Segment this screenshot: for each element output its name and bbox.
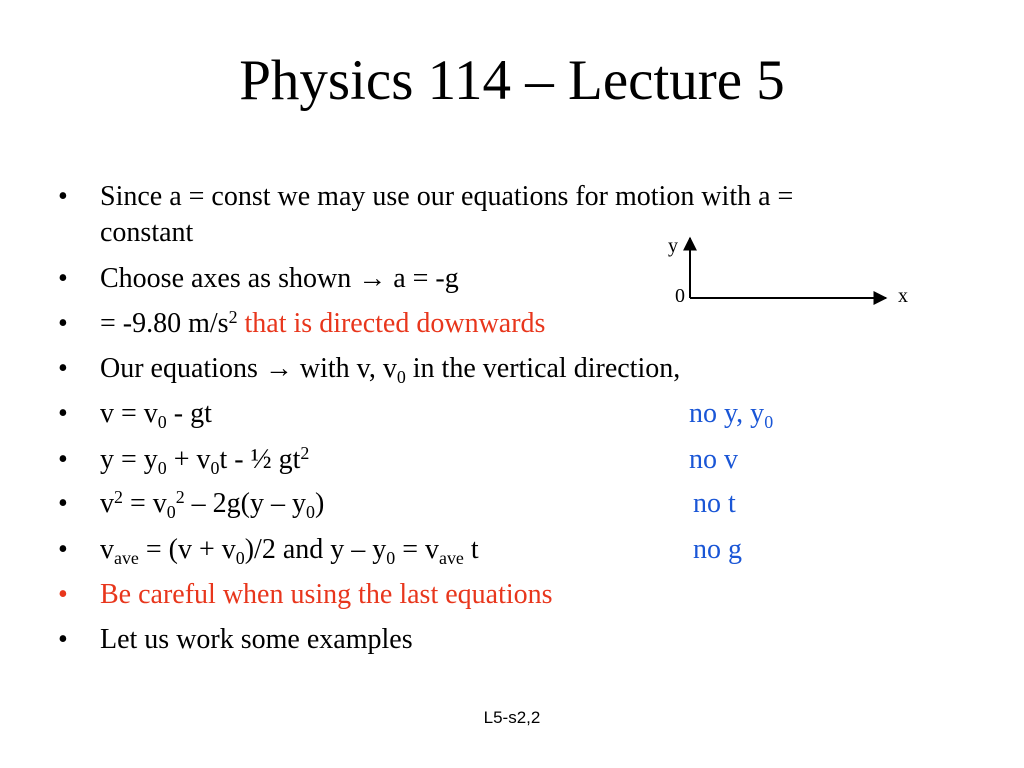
bullet-text-part: )/2 and y – y [244, 534, 387, 565]
bullet-text-part: in the vertical direction, [405, 353, 681, 384]
bullet-marker: • [58, 488, 68, 519]
subscript: 0 [386, 547, 396, 568]
bullet-text-part: = (v + v [138, 534, 236, 565]
bullet-text-part: y = y [100, 444, 158, 475]
superscript: 2 [175, 487, 185, 508]
subscript: ave [114, 547, 139, 568]
subscript: 0 [235, 547, 245, 568]
equation-note: no t [693, 488, 736, 519]
bullet-text-part: + v [166, 444, 211, 475]
equation-text [100, 487, 324, 521]
bullet-text-part: = -9.80 m/s [100, 308, 229, 339]
bullet-text-line1: Since a = const we may use our equations for motion with a = [100, 181, 794, 212]
bullet-text-part: ) [314, 488, 325, 519]
subscript: 0 [166, 501, 176, 522]
bullet-marker: • [58, 263, 68, 294]
equation-note [689, 397, 773, 431]
bullet-marker: • [58, 398, 68, 429]
bullet-text-part: - gt [166, 398, 212, 429]
superscript: 2 [300, 443, 310, 464]
axes-svg [660, 228, 900, 318]
bullet-text-part: v [100, 534, 114, 565]
warning-text: Be careful when using the last equations [100, 579, 553, 610]
bullet-text [100, 307, 545, 341]
subscript: 0 [764, 411, 774, 432]
bullet-text: Let us work some examples [100, 624, 413, 655]
y-axis-label: y [668, 235, 678, 257]
bullet-text-line2: constant [100, 217, 194, 248]
bullet-text-part: = v [122, 488, 167, 519]
subscript: 0 [157, 411, 167, 432]
subscript: 0 [210, 457, 220, 478]
bullet-marker: • [58, 579, 68, 610]
equation-text [100, 443, 309, 477]
axes-diagram [660, 228, 908, 323]
red-emphasis-text: that is directed downwards [244, 308, 546, 339]
bullet-text: Choose axes as shown → a = -g [100, 263, 459, 294]
bullet-text-part: – 2g(y – y [184, 488, 306, 519]
x-axis-label: x [898, 285, 908, 307]
bullet-marker: • [58, 181, 68, 212]
equation-note: no g [693, 534, 742, 565]
bullet-marker: • [58, 624, 68, 655]
subscript: 0 [396, 366, 406, 387]
bullet-text-part: = v [395, 534, 439, 565]
origin-label: 0 [675, 285, 685, 307]
slide-number: L5-s2,2 [483, 708, 541, 727]
bullet-text-part: Our equations → with v, v [100, 353, 397, 384]
slide-title: Physics 114 – Lecture 5 [239, 49, 785, 112]
superscript: 2 [228, 307, 238, 328]
bullet-text-part: t - ½ gt [219, 444, 301, 475]
subscript: ave [439, 547, 464, 568]
bullet-text-part [238, 308, 245, 339]
bullet-marker: • [58, 308, 68, 339]
equation-text [100, 397, 212, 431]
bullet-marker: • [58, 444, 68, 475]
equation-note: no v [689, 444, 738, 475]
bullet-marker: • [58, 534, 68, 565]
bullet-marker: • [58, 353, 68, 384]
bullet-text-part: t [463, 534, 479, 565]
superscript: 2 [114, 487, 123, 508]
bullet-text [100, 352, 680, 386]
bullet-text-part: v [100, 488, 114, 519]
subscript: 0 [305, 501, 315, 522]
bullet-text-part: v = v [100, 398, 158, 429]
note-text-part: no y, y [689, 398, 765, 429]
equation-text [100, 533, 479, 567]
subscript: 0 [157, 457, 167, 478]
